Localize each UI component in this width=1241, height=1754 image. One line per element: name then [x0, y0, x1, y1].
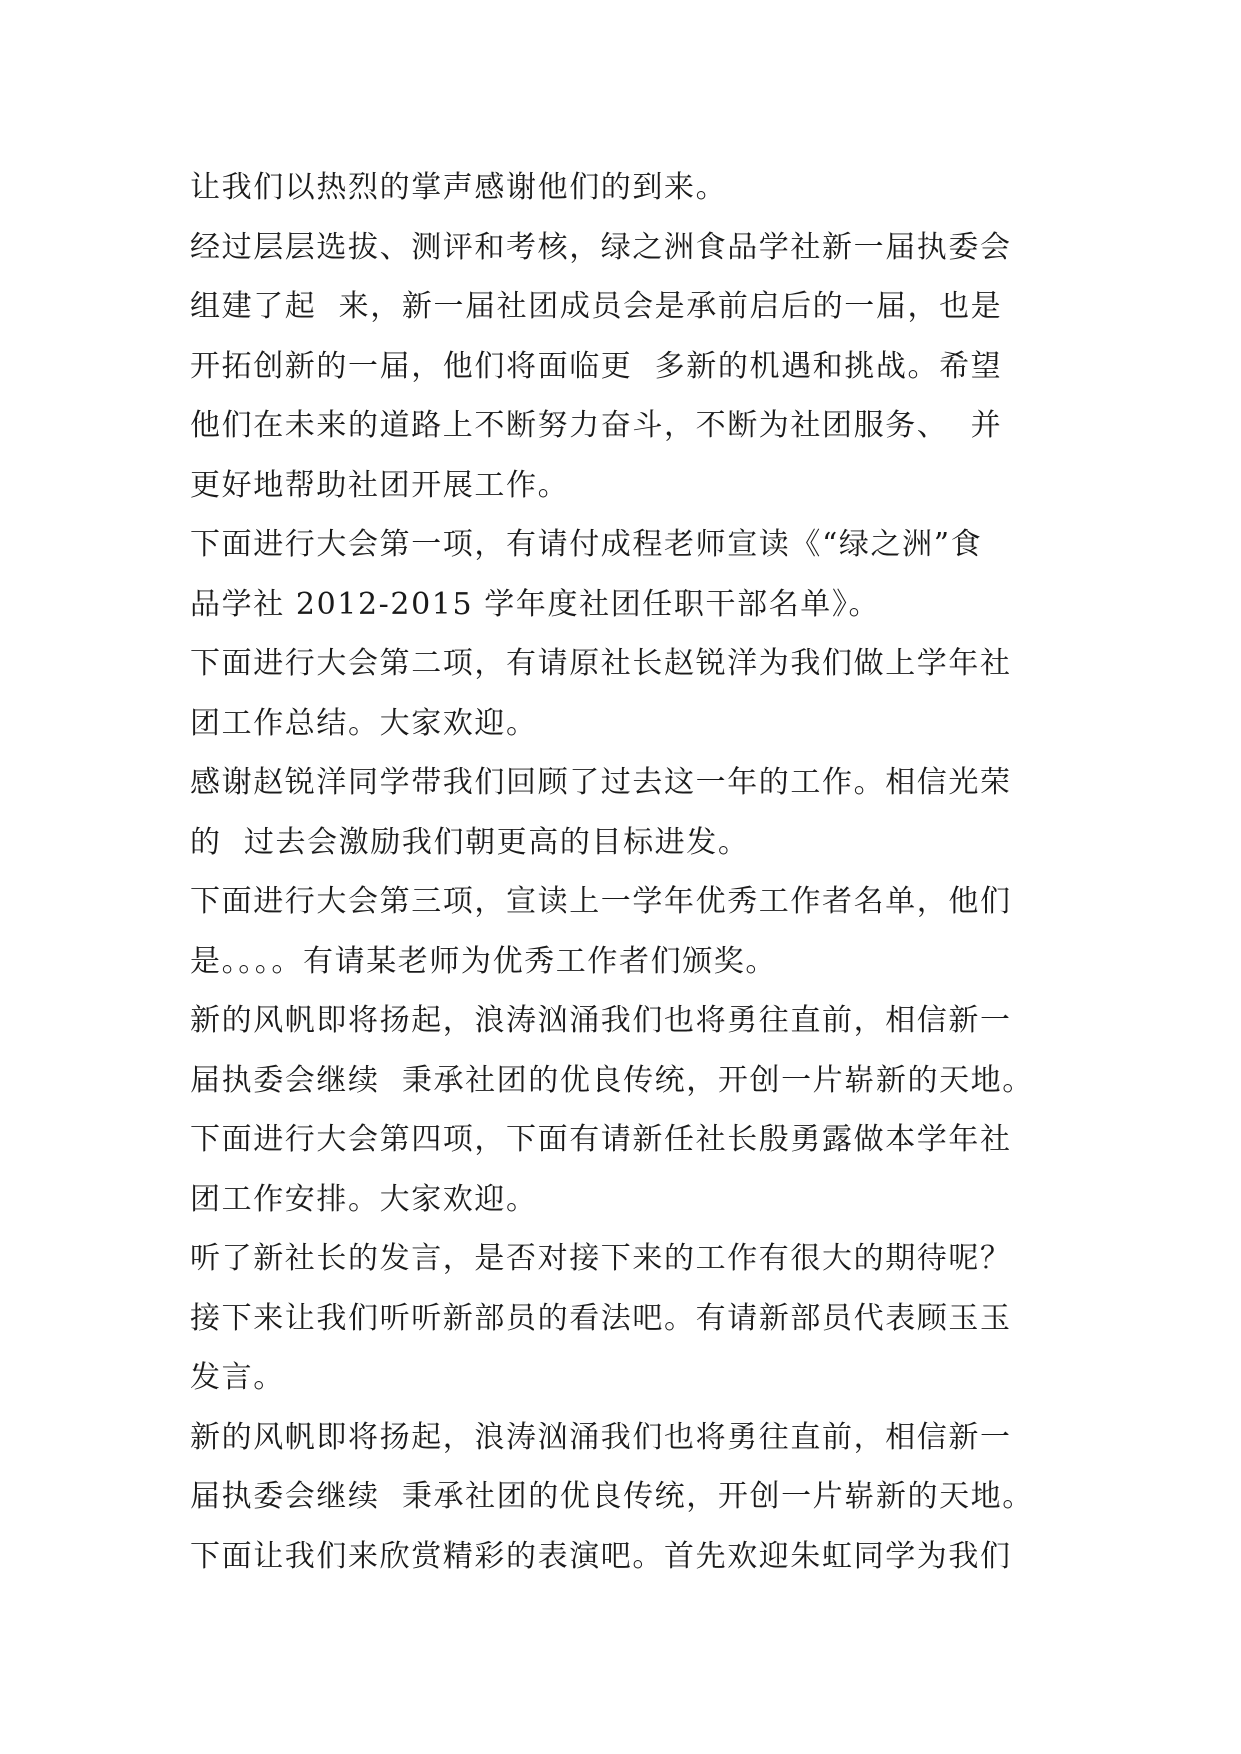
text-line: 下面进行大会第三项，宣读上一学年优秀工作者名单，他们 [190, 884, 1012, 919]
document-body [190, 158, 1090, 1586]
text-line: 下面让我们来欣赏精彩的表演吧。首先欢迎朱虹同学为我们 [190, 1538, 1012, 1574]
text-line: 品学社 2012-2015 学年度社团任职干部名单》。 [190, 586, 881, 622]
text-line: 是。。。。有请某老师为优秀工作者们颁奖。 [190, 943, 777, 979]
text-line: 团工作总结。大家欢迎。 [190, 705, 538, 741]
text-line: 下面进行大会第四项，下面有请新任社长殷勇露做本学年社 [190, 1122, 1012, 1157]
text-line: 感谢赵锐洋同学带我们回顾了过去这一年的工作。相信光荣 [190, 765, 1012, 800]
text-line: 听了新社长的发言，是否对接下来的工作有很大的期待呢？ [190, 1241, 1012, 1276]
text-line: 团工作安排。大家欢迎。 [190, 1181, 538, 1217]
text-line: 下面进行大会第二项，有请原社长赵锐洋为我们做上学年社 [190, 646, 1012, 681]
text-line: 他们在未来的道路上不断努力奋斗，不断为社团服务、 并 [190, 408, 1003, 443]
text-line: 届执委会继续 秉承社团的优良传统，开创一片崭新的天地。 [190, 1062, 1034, 1098]
text-line: 接下来让我们听听新部员的看法吧。有请新部员代表顾玉玉 [190, 1300, 1012, 1336]
text-line: 发言。 [190, 1360, 285, 1395]
text-line: 开拓创新的一届，他们将面临更 多新的机遇和挑战。希望 [190, 348, 1003, 384]
text-line: 更好地帮助社团开展工作。 [190, 467, 570, 503]
text-line: 新的风帆即将扬起，浪涛汹涌我们也将勇往直前，相信新一 [190, 1003, 1012, 1038]
text-line: 经过层层选拔、测评和考核，绿之洲食品学社新一届执委会 [190, 229, 1012, 265]
text-line: 新的风帆即将扬起，浪涛汹涌我们也将勇往直前，相信新一 [190, 1419, 1012, 1455]
text-line: 的 过去会激励我们朝更高的目标进发。 [190, 824, 750, 860]
text-line: 届执委会继续 秉承社团的优良传统，开创一片崭新的天地。 [190, 1479, 1034, 1514]
text-line: 组建了起 来，新一届社团成员会是承前启后的一届，也是 [190, 289, 1003, 324]
text-line: 下面进行大会第一项，有请付成程老师宣读《“绿之洲”食 [190, 527, 983, 562]
text-line: 让我们以热烈的掌声感谢他们的到来。 [190, 170, 728, 205]
